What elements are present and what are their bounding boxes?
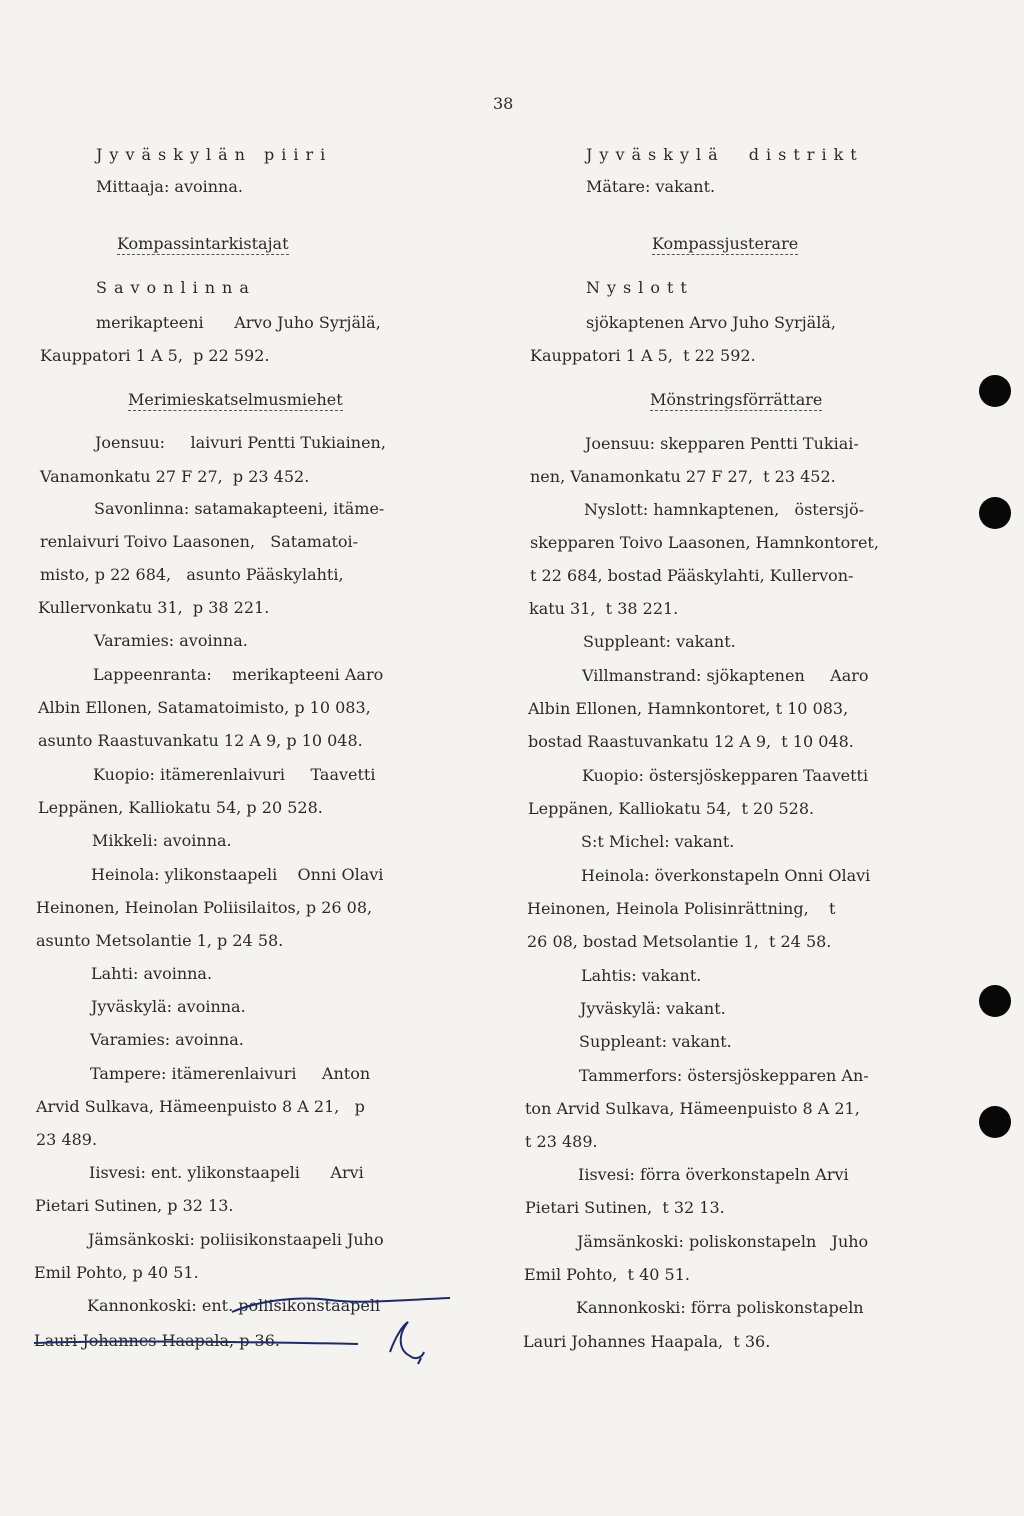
finnish-line: Albin Ellonen, Satamatoimisto, p 10 083, <box>38 698 371 717</box>
finnish-line: misto, p 22 684, asunto Pääskylahti, <box>40 565 344 584</box>
finnish-line: Jyväskylän piiri <box>96 145 333 164</box>
finnish-line: Leppänen, Kalliokatu 54, p 20 528. <box>38 798 323 817</box>
swedish-line: Lahtis: vakant. <box>581 966 702 985</box>
finnish-line: Arvid Sulkava, Hämeenpuisto 8 A 21, p <box>36 1097 365 1116</box>
swedish-line: S:t Michel: vakant. <box>581 832 735 851</box>
finnish-line: Merimieskatselmusmiehet <box>128 390 343 409</box>
swedish-line: ton Arvid Sulkava, Hämeenpuisto 8 A 21, <box>525 1099 860 1118</box>
binder-hole <box>979 375 1011 407</box>
finnish-line: Lahti: avoinna. <box>91 964 213 983</box>
swedish-line: bostad Raastuvankatu 12 A 9, t 10 048. <box>528 732 854 751</box>
swedish-line: skepparen Toivo Laasonen, Hamnkontoret, <box>530 533 879 552</box>
swedish-line: katu 31, t 38 221. <box>529 599 679 618</box>
finnish-line: renlaivuri Toivo Laasonen, Satamatoi- <box>40 532 359 551</box>
swedish-line: t 23 489. <box>525 1132 598 1151</box>
swedish-line: Pietari Sutinen, t 32 13. <box>525 1198 725 1217</box>
finnish-line: Varamies: avoinna. <box>94 631 248 650</box>
finnish-line: Kannonkoski: ent. poliisikonstaapeli <box>87 1296 381 1315</box>
swedish-line: Kannonkoski: förra poliskonstapeln <box>576 1298 864 1317</box>
swedish-line: 26 08, bostad Metsolantie 1, t 24 58. <box>527 932 832 951</box>
swedish-line: Jämsänkoski: poliskonstapeln Juho <box>577 1232 869 1251</box>
swedish-line: sjökaptenen Arvo Juho Syrjälä, <box>586 313 836 332</box>
swedish-line: Lauri Johannes Haapala, t 36. <box>523 1332 771 1351</box>
finnish-line: Jämsänkoski: poliisikonstaapeli Juho <box>88 1230 384 1249</box>
swedish-line: Kuopio: östersjöskepparen Taavetti <box>582 766 869 785</box>
swedish-line: Iisvesi: förra överkonstapeln Arvi <box>578 1165 849 1184</box>
finnish-line: Kuopio: itämerenlaivuri Taavetti <box>93 765 376 784</box>
binder-hole <box>979 1106 1011 1138</box>
swedish-line: t 22 684, bostad Pääskylahti, Kullervon- <box>530 566 854 585</box>
swedish-line: Leppänen, Kalliokatu 54, t 20 528. <box>528 799 815 818</box>
binder-hole <box>979 985 1011 1017</box>
finnish-line: Mikkeli: avoinna. <box>92 831 232 850</box>
finnish-line: Heinonen, Heinolan Poliisilaitos, p 26 08, <box>36 898 373 917</box>
finnish-line: Savonlinna: satamakapteeni, itäme- <box>94 499 385 518</box>
binder-hole <box>979 497 1011 529</box>
finnish-line: Kauppatori 1 A 5, p 22 592. <box>40 346 270 365</box>
finnish-line: Vanamonkatu 27 F 27, p 23 452. <box>40 467 310 486</box>
swedish-line: Mönstringsförrättare <box>650 390 823 409</box>
swedish-line: Jyväskylä: vakant. <box>580 999 726 1018</box>
swedish-line: Villmanstrand: sjökaptenen Aaro <box>582 666 869 685</box>
finnish-line: merikapteeni Arvo Juho Syrjälä, <box>96 313 381 332</box>
finnish-line: Heinola: ylikonstaapeli Onni Olavi <box>91 865 384 884</box>
finnish-line: Pietari Sutinen, p 32 13. <box>35 1196 234 1215</box>
swedish-line: Joensuu: skepparen Pentti Tukiai- <box>585 434 859 453</box>
finnish-line: asunto Raastuvankatu 12 A 9, p 10 048. <box>38 731 363 750</box>
swedish-line: Jyväskylä distrikt <box>586 145 864 164</box>
finnish-line: asunto Metsolantie 1, p 24 58. <box>36 931 284 950</box>
swedish-line: Kauppatori 1 A 5, t 22 592. <box>530 346 756 365</box>
finnish-line: Kullervonkatu 31, p 38 221. <box>38 598 270 617</box>
swedish-line: Emil Pohto, t 40 51. <box>524 1265 690 1284</box>
swedish-line: Heinonen, Heinola Polisinrättning, t <box>527 899 836 918</box>
finnish-line: Jyväskylä: avoinna. <box>91 997 246 1016</box>
swedish-line: Heinola: överkonstapeln Onni Olavi <box>581 866 871 885</box>
swedish-line: Suppleant: vakant. <box>583 632 736 651</box>
swedish-line: Nyslott: hamnkaptenen, östersjö- <box>584 500 865 519</box>
page-number: 38 <box>493 94 514 113</box>
finnish-line: Lauri Johannes Haapala, p 36. <box>34 1331 280 1350</box>
finnish-line: Kompassintarkistajat <box>117 234 289 253</box>
finnish-line: Lappeenranta: merikapteeni Aaro <box>93 665 384 684</box>
finnish-line: Varamies: avoinna. <box>90 1030 244 1049</box>
swedish-line: Mätare: vakant. <box>586 177 716 196</box>
swedish-line: Albin Ellonen, Hamnkontoret, t 10 083, <box>528 699 849 718</box>
finnish-line: Emil Pohto, p 40 51. <box>34 1263 199 1282</box>
swedish-line: Tammerfors: östersjöskepparen An- <box>579 1066 869 1085</box>
finnish-line: Mittaaja: avoinna. <box>96 177 243 196</box>
finnish-line: Joensuu: laivuri Pentti Tukiainen, <box>95 433 386 452</box>
swedish-line: Kompassjusterare <box>652 234 799 253</box>
finnish-line: Tampere: itämerenlaivuri Anton <box>90 1064 371 1083</box>
swedish-line: Suppleant: vakant. <box>579 1032 732 1051</box>
finnish-line: Iisvesi: ent. ylikonstaapeli Arvi <box>89 1163 364 1182</box>
finnish-line: Savonlinna <box>96 278 256 297</box>
swedish-line: Nyslott <box>586 278 694 297</box>
finnish-line: 23 489. <box>36 1130 98 1149</box>
swedish-line: nen, Vanamonkatu 27 F 27, t 23 452. <box>530 467 836 486</box>
